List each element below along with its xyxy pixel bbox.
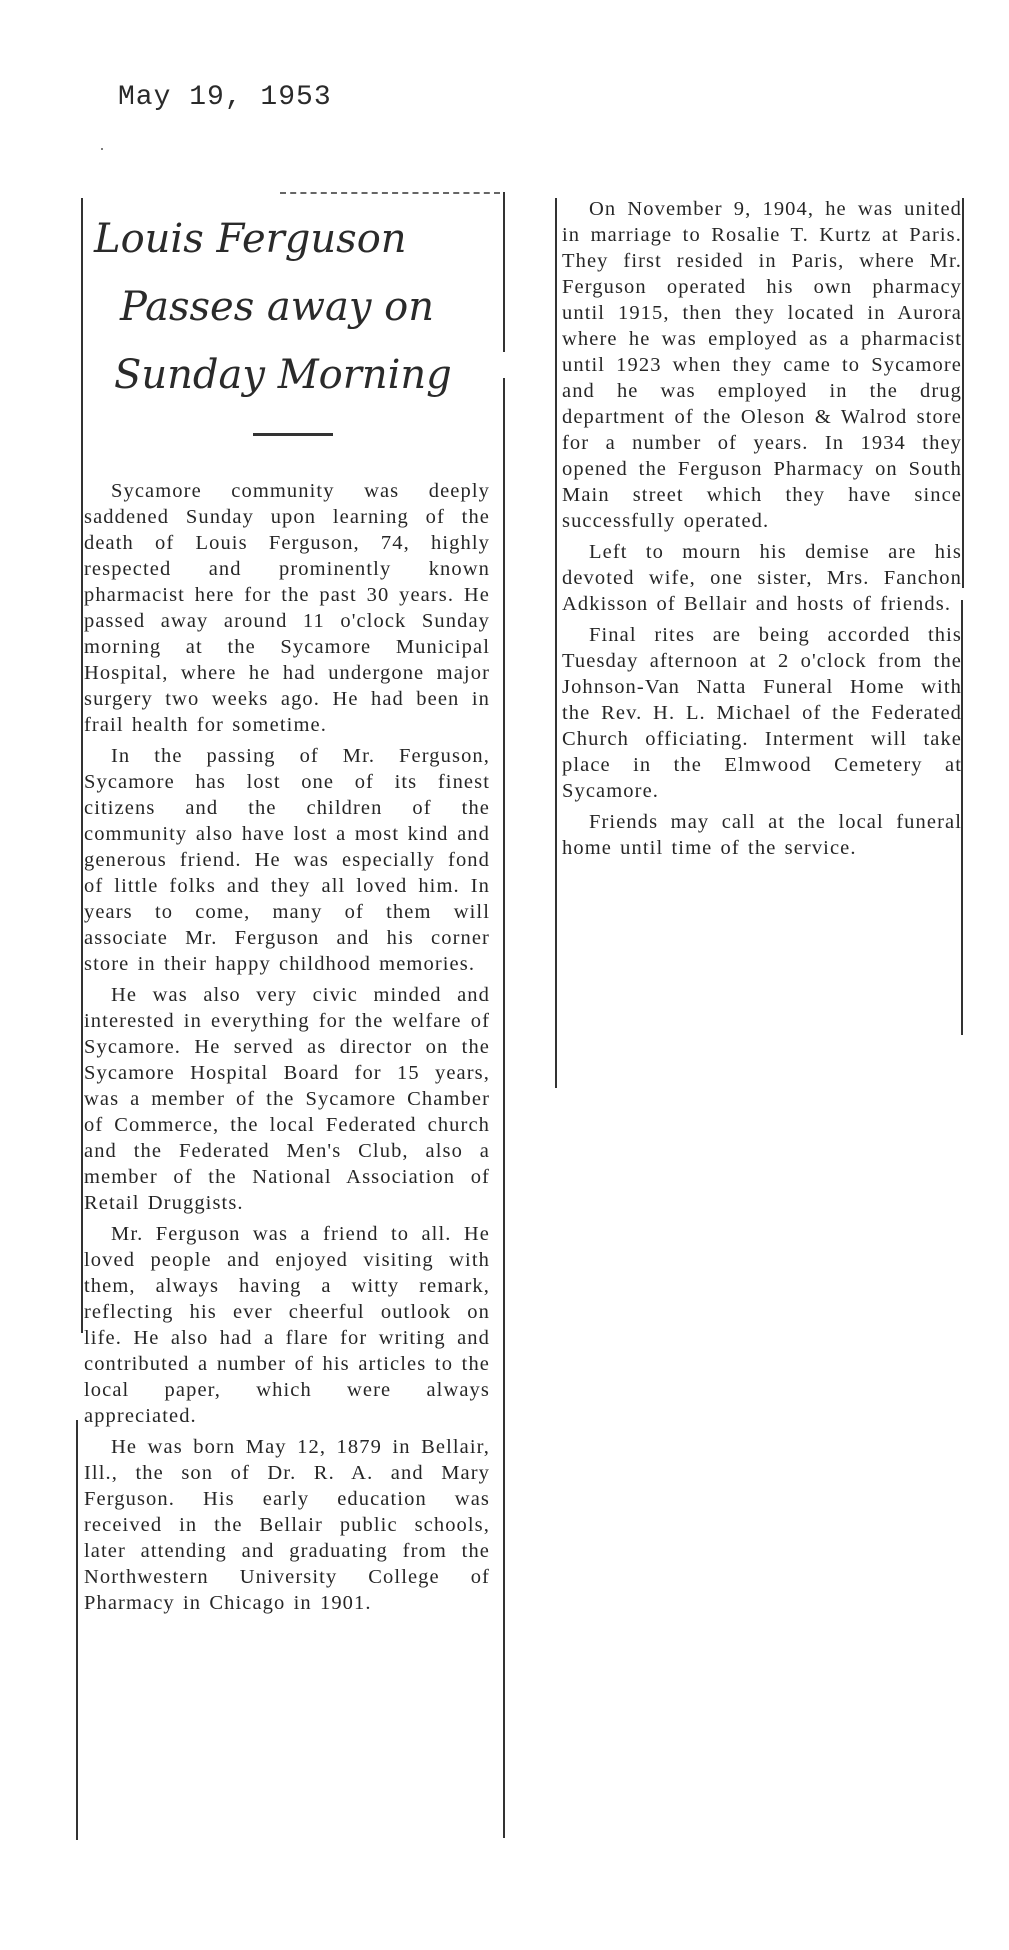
paragraph: Mr. Ferguson was a friend to all. He loved people and enjoyed visiting with them, always having a witty remark, reflecting his ever cheerful outlook on life. He also had a flare for writing and contributed a number of his articles to the local paper, which were always appreciated. bbox=[84, 1223, 490, 1427]
headline-line-3: Sunday Morning bbox=[114, 352, 452, 398]
left-column-border bbox=[81, 198, 83, 1333]
paragraph: He was also very civic minded and interested in everything for the welfare of Sycamore. He served as director on the Sycamore Hospital Board for 15 years, was a member of the Sycamore Chamber of Commerce, the local Federated church and the Federated Men's Club, also a member of the National Association of Retail Druggists. bbox=[84, 984, 490, 1214]
paragraph: Friends may call at the local funeral home until time of the service. bbox=[562, 811, 962, 859]
left-column-right-border bbox=[503, 192, 505, 352]
paragraph: Final rites are being accorded this Tuesday afternoon at 2 o'clock from the Johnson-Van Natta Funeral Home with the Rev. H. L. Michael of the Federated Church officiating. Interment will take place in the Elmwood Cemetery at Sycamore. bbox=[562, 624, 962, 802]
paragraph: Sycamore community was deeply saddened Sunday upon learning of the death of Louis Ferguson, 74, highly respected and prominently known pharmacist here for the past 30 years. He passed away around 11 o'clock Sunday morning at the Sycamore Municipal Hospital, where he had undergone major surgery two weeks ago. He had been in frail health for sometime. bbox=[84, 480, 490, 736]
paragraph: He was born May 12, 1879 in Bellair, Ill., the son of Dr. R. A. and Mary Ferguson. His early education was received in the Bellair public schools, later attending and graduating from the Northwestern University College of Pharmacy in Chicago in 1901. bbox=[84, 1436, 490, 1614]
clipping-date: May 19, 1953 bbox=[118, 82, 332, 113]
right-column-body bbox=[562, 196, 962, 866]
right-column-right-border bbox=[962, 198, 964, 588]
paragraph: On November 9, 1904, he was united in marriage to Rosalie T. Kurtz at Paris. They first resided in Paris, where Mr. Ferguson operated his own pharmacy until 1915, then they located in Aurora where he was employed as a pharmacist until 1923 when they came to Sycamore and he was employed in the drug department of the Oleson & Walrod store for a number of years. In 1934 they opened the Ferguson Pharmacy on South Main street which they have since successfully operated. bbox=[562, 198, 962, 532]
column-border-top bbox=[280, 192, 500, 194]
paragraph: In the passing of Mr. Ferguson, Sycamore has lost one of its finest citizens and the children of the community also have lost a most kind and generous friend. He was especially fond of little folks and they all loved him. In years to come, many of them will associate Mr. Ferguson and his corner store in their happy childhood memories. bbox=[84, 745, 490, 975]
headline-line-2: Passes away on bbox=[120, 284, 435, 330]
left-column-border-lower bbox=[76, 1420, 78, 1840]
headline-divider bbox=[253, 433, 333, 436]
paragraph: Left to mourn his demise are his devoted wife, one sister, Mrs. Fanchon Adkisson of Bellair and hosts of friends. bbox=[562, 541, 962, 615]
headline-line-1: Louis Ferguson bbox=[94, 216, 407, 262]
headline bbox=[88, 205, 498, 409]
left-column-right-border-lower bbox=[503, 378, 505, 1838]
left-column-body bbox=[84, 478, 490, 1621]
paper-speck bbox=[101, 148, 103, 150]
right-column-left-border bbox=[555, 198, 557, 1088]
